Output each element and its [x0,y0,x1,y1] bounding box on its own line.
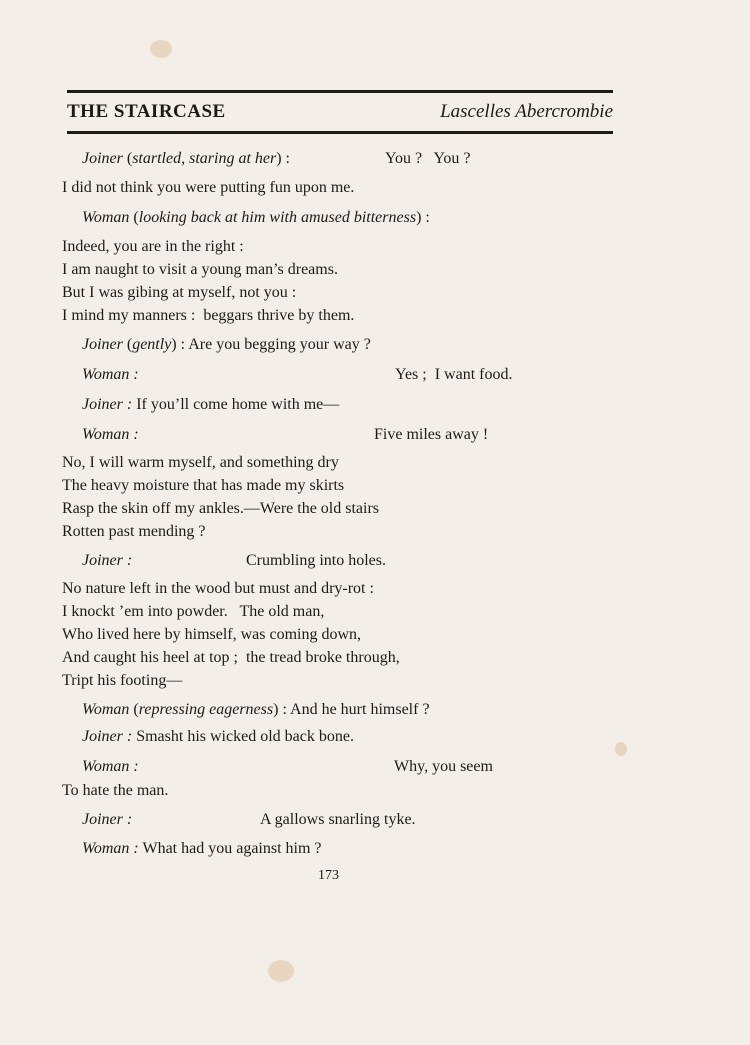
running-title: THE STAIRCASE [67,101,226,122]
speaker-name: Woman : [82,758,139,775]
paren-close: ) : [416,209,430,226]
speech-text: What had you against him ? [142,840,322,857]
verse-line: Rasp the skin off my ankles.—Were the old stairs [62,500,380,517]
verse-line: No nature left in the wood but must and dry-rot : [62,580,374,597]
speech-text: If you’ll come home with me— [136,396,340,413]
verse-line: Indeed, you are in the right : [62,238,244,255]
speech-line: Yes ; I want food. [395,366,513,383]
speech-text: Are you begging your way ? [188,336,371,353]
stage-direction: looking back at him with amused bitterness [138,209,417,226]
page-number: 173 [318,868,339,883]
stage-direction: gently [132,336,172,353]
speaker-name: Woman [82,701,130,718]
running-head [67,99,613,127]
verse-line: No, I will warm myself, and something dry [62,454,339,471]
paren-open: ( [126,336,133,353]
verse-line: Rotten past mending ? [62,523,206,540]
speech-text: Smasht his wicked old back bone. [136,728,354,745]
stage-line [82,700,430,720]
verse-line: I mind my manners : beggars thrive by them. [62,307,355,324]
paper-stain [615,742,627,756]
running-author: Lascelles Abercrombie [440,101,613,122]
stage-line [82,395,339,415]
speech-line: Crumbling into holes. [246,552,386,569]
paren-close: ) : [171,336,186,353]
speaker-name: Joiner : [82,396,133,413]
paper-stain [268,960,294,982]
stage-line [82,839,322,859]
header-rule-top [67,90,613,93]
paren-open: ( [133,209,139,226]
verse-line: And caught his heel at top ; the tread broke through, [62,649,400,666]
stage-line [82,335,371,355]
paren-open: ( [126,150,133,167]
paren-close: ) : [273,701,287,718]
speaker-name: Joiner : [82,728,133,745]
speech-line: Why, you seem [394,758,493,775]
verse-line: The heavy moisture that has made my skirts [62,477,345,494]
stage-direction: startled, staring at her [132,150,277,167]
verse-line: Tript his footing— [62,672,183,689]
stage-line [82,727,354,747]
speaker-name: Woman [82,209,130,226]
verse-line: Who lived here by himself, was coming down, [62,626,362,643]
stage-direction: repressing eagerness [138,701,274,718]
header-rule-bottom [67,131,613,134]
speech-text: And he hurt himself ? [290,701,430,718]
paren-open: ( [133,701,139,718]
speaker-name: Woman : [82,426,139,443]
speech-line: A gallows snarling tyke. [260,811,416,828]
paper-stain [150,40,172,58]
verse-line: But I was gibing at myself, not you : [62,284,297,301]
speech-line: You ? You ? [385,150,471,167]
speaker-name: Joiner [82,336,123,353]
speaker-name: Woman : [82,366,139,383]
speech-line: Five miles away ! [374,426,489,443]
speaker-name: Woman : [82,840,139,857]
speaker-name: Joiner : [82,552,133,569]
verse-line: I am naught to visit a young man’s dreams. [62,261,338,278]
paren-close: ) : [276,150,290,167]
verse-line: To hate the man. [62,782,169,799]
speaker-name: Joiner [82,150,123,167]
speaker-name: Joiner : [82,811,133,828]
stage-line [82,208,430,228]
verse-line: I knockt ’em into powder. The old man, [62,603,325,620]
stage-line [82,149,290,169]
verse-line: I did not think you were putting fun upon me. [62,179,355,196]
